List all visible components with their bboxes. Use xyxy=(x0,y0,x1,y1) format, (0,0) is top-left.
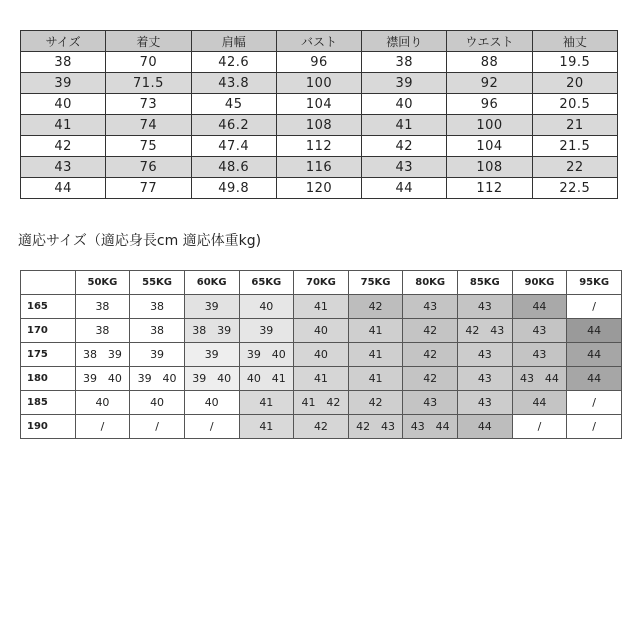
fit-size-cell xyxy=(512,343,567,367)
table-cell: 20 xyxy=(532,73,617,94)
fit-size-cell xyxy=(512,415,567,439)
table-cell: 92 xyxy=(447,73,532,94)
table-cell: 47.4 xyxy=(191,136,276,157)
table-cell: 19.5 xyxy=(532,52,617,73)
fit-size-cell xyxy=(239,391,294,415)
fit-size-cell xyxy=(184,295,239,319)
fit-size-cell xyxy=(184,391,239,415)
fit-table-row xyxy=(21,295,622,319)
fit-size-value: 42 xyxy=(423,324,438,337)
fit-size-cell xyxy=(75,367,130,391)
fit-size-cell xyxy=(512,295,567,319)
fit-size-value: 41 xyxy=(301,396,316,409)
table-cell: 46.2 xyxy=(191,115,276,136)
table-cell: 41 xyxy=(362,115,447,136)
fit-size-value: 40 xyxy=(246,372,261,385)
fit-size-cell xyxy=(348,391,403,415)
table-cell: 22.5 xyxy=(532,178,617,199)
fit-size-value: / xyxy=(209,420,214,433)
table-cell: 77 xyxy=(106,178,191,199)
fit-size-value: 40 xyxy=(95,396,110,409)
fit-size-value: / xyxy=(592,420,596,433)
fit-size-value: 42 xyxy=(326,396,341,409)
fit-size-value: 43 xyxy=(477,300,492,313)
fit-size-cell xyxy=(294,295,349,319)
fit-size-value: 43 xyxy=(477,372,492,385)
table-cell: 43 xyxy=(362,157,447,178)
fit-size-value: 43 xyxy=(380,420,395,433)
fit-size-value: 39 xyxy=(204,300,219,313)
fit-size-value: 41 xyxy=(313,300,328,313)
table-cell: 40 xyxy=(362,94,447,115)
fit-size-cell xyxy=(567,415,622,439)
fit-size-value: 42 xyxy=(368,396,383,409)
fit-size-cell xyxy=(458,319,513,343)
fit-size-cell xyxy=(403,415,458,439)
fit-size-value: 43 xyxy=(423,300,438,313)
table-cell: 71.5 xyxy=(106,73,191,94)
height-label: 180 xyxy=(21,367,76,391)
fit-size-cell xyxy=(239,319,294,343)
fit-size-cell xyxy=(239,415,294,439)
fit-size-value: 40 xyxy=(259,300,274,313)
fit-size-value: 39 xyxy=(246,348,261,361)
fit-size-value: 42 xyxy=(423,372,438,385)
fit-size-cell xyxy=(294,415,349,439)
table-cell: 76 xyxy=(106,157,191,178)
fit-size-value: 43 xyxy=(490,324,505,337)
table-cell: 38 xyxy=(362,52,447,73)
fit-table-row xyxy=(21,319,622,343)
fit-size-cell xyxy=(294,343,349,367)
fit-size-value: 43 xyxy=(477,396,492,409)
size-chart-body xyxy=(21,52,618,199)
height-label: 165 xyxy=(21,295,76,319)
table-cell: 39 xyxy=(21,73,106,94)
height-label: 190 xyxy=(21,415,76,439)
fit-size-cell xyxy=(403,343,458,367)
fit-size-cell xyxy=(130,295,185,319)
fit-size-value: 38 xyxy=(192,324,207,337)
fit-size-value: 40 xyxy=(313,324,328,337)
table-cell: 108 xyxy=(447,157,532,178)
fit-size-cell xyxy=(458,343,513,367)
fit-size-cell xyxy=(294,391,349,415)
fit-size-value: 43 xyxy=(532,324,547,337)
fit-size-value: 40 xyxy=(217,372,232,385)
fit-size-cell xyxy=(458,367,513,391)
fit-size-value: 39 xyxy=(137,372,152,385)
fit-size-value: 44 xyxy=(532,300,547,313)
fit-size-cell xyxy=(458,295,513,319)
weight-header: 60KG xyxy=(184,271,239,295)
header-collar: 襟回り xyxy=(362,31,447,52)
weight-header: 80KG xyxy=(403,271,458,295)
table-cell: 73 xyxy=(106,94,191,115)
fit-size-value: / xyxy=(592,396,596,409)
fit-size-value: 41 xyxy=(368,348,383,361)
fit-size-cell xyxy=(75,391,130,415)
fit-size-value: 39 xyxy=(83,372,98,385)
height-label: 185 xyxy=(21,391,76,415)
fit-size-value: 42 xyxy=(465,324,480,337)
table-cell: 43.8 xyxy=(191,73,276,94)
fit-table-row xyxy=(21,391,622,415)
fit-size-value: 38 xyxy=(83,348,98,361)
fit-size-cell xyxy=(403,295,458,319)
fit-size-value: / xyxy=(592,300,596,313)
table-cell: 116 xyxy=(276,157,361,178)
fit-size-cell xyxy=(130,343,185,367)
weight-header: 70KG xyxy=(294,271,349,295)
fit-size-cell xyxy=(75,415,130,439)
table-cell: 74 xyxy=(106,115,191,136)
fit-table-row xyxy=(21,415,622,439)
weight-header: 50KG xyxy=(75,271,130,295)
fit-size-cell xyxy=(75,343,130,367)
fit-size-value: 39 xyxy=(204,348,219,361)
fit-size-cell xyxy=(130,391,185,415)
weight-header: 55KG xyxy=(130,271,185,295)
table-cell: 42 xyxy=(21,136,106,157)
table-cell: 96 xyxy=(447,94,532,115)
fit-size-value: 38 xyxy=(150,324,165,337)
fit-size-value: 38 xyxy=(150,300,165,313)
fit-size-cell xyxy=(403,391,458,415)
weight-header: 95KG xyxy=(567,271,622,295)
table-cell: 104 xyxy=(276,94,361,115)
fit-size-cell xyxy=(348,295,403,319)
table-cell: 88 xyxy=(447,52,532,73)
table-cell: 104 xyxy=(447,136,532,157)
fit-size-cell xyxy=(403,319,458,343)
table-cell: 100 xyxy=(447,115,532,136)
header-length: 着丈 xyxy=(106,31,191,52)
table-row xyxy=(21,136,618,157)
table-cell: 44 xyxy=(362,178,447,199)
table-cell: 108 xyxy=(276,115,361,136)
table-row xyxy=(21,73,618,94)
fit-size-value: 44 xyxy=(544,372,559,385)
fit-size-cell xyxy=(75,295,130,319)
fit-size-cell xyxy=(348,343,403,367)
fit-size-cell xyxy=(130,367,185,391)
table-cell: 112 xyxy=(447,178,532,199)
fit-size-cell xyxy=(567,391,622,415)
fit-size-cell xyxy=(567,319,622,343)
table-cell: 21 xyxy=(532,115,617,136)
fit-size-value: 44 xyxy=(587,324,602,337)
fit-size-cell xyxy=(239,343,294,367)
table-cell: 40 xyxy=(21,94,106,115)
fit-size-value: 41 xyxy=(368,372,383,385)
fit-size-value: 42 xyxy=(356,420,371,433)
size-chart-table xyxy=(20,30,618,199)
table-cell: 70 xyxy=(106,52,191,73)
fit-size-cell xyxy=(512,391,567,415)
header-waist: ウエスト xyxy=(447,31,532,52)
table-row xyxy=(21,52,618,73)
table-cell: 38 xyxy=(21,52,106,73)
fit-size-heading: 適応サイズ（適応身長cm 適応体重kg) xyxy=(18,233,262,249)
fit-size-value: 44 xyxy=(587,372,602,385)
fit-size-cell xyxy=(239,367,294,391)
fit-size-value: 44 xyxy=(587,348,602,361)
header-shoulder: 肩幅 xyxy=(191,31,276,52)
weight-header: 75KG xyxy=(348,271,403,295)
fit-size-value: 39 xyxy=(259,324,274,337)
fit-size-cell xyxy=(567,295,622,319)
fit-size-value: 39 xyxy=(217,324,232,337)
fit-size-value: / xyxy=(537,420,542,433)
table-cell: 43 xyxy=(21,157,106,178)
table-cell: 42.6 xyxy=(191,52,276,73)
fit-size-cell xyxy=(239,295,294,319)
fit-size-value: 43 xyxy=(532,348,547,361)
fit-table-body xyxy=(21,295,622,439)
fit-size-cell xyxy=(348,367,403,391)
fit-size-cell xyxy=(458,391,513,415)
fit-size-value: 43 xyxy=(423,396,438,409)
table-row xyxy=(21,94,618,115)
fit-table-row xyxy=(21,367,622,391)
weight-header: 65KG xyxy=(239,271,294,295)
fit-size-cell xyxy=(567,367,622,391)
fit-size-value: 44 xyxy=(477,420,492,433)
fit-size-value: 44 xyxy=(435,420,450,433)
fit-size-value: 44 xyxy=(532,396,547,409)
table-row xyxy=(21,115,618,136)
fit-size-value: 39 xyxy=(192,372,207,385)
table-cell: 41 xyxy=(21,115,106,136)
table-cell: 42 xyxy=(362,136,447,157)
fit-size-cell xyxy=(512,367,567,391)
header-bust: バスト xyxy=(276,31,361,52)
fit-table-corner xyxy=(21,271,76,295)
fit-table-row xyxy=(21,343,622,367)
fit-size-value: 40 xyxy=(271,348,286,361)
table-cell: 45 xyxy=(191,94,276,115)
fit-size-cell xyxy=(184,319,239,343)
weight-header: 90KG xyxy=(512,271,567,295)
weight-header: 85KG xyxy=(458,271,513,295)
fit-size-value: 40 xyxy=(162,372,177,385)
table-row xyxy=(21,178,618,199)
fit-size-value: 38 xyxy=(95,324,110,337)
table-cell: 39 xyxy=(362,73,447,94)
fit-size-value: 43 xyxy=(520,372,535,385)
fit-size-cell xyxy=(184,367,239,391)
table-cell: 49.8 xyxy=(191,178,276,199)
height-label: 170 xyxy=(21,319,76,343)
fit-size-table xyxy=(20,270,622,439)
fit-size-value: 39 xyxy=(150,348,165,361)
fit-size-value: 40 xyxy=(107,372,122,385)
fit-size-cell xyxy=(458,415,513,439)
fit-size-value: / xyxy=(100,420,105,433)
table-cell: 20.5 xyxy=(532,94,617,115)
fit-size-cell xyxy=(512,319,567,343)
fit-size-value: 41 xyxy=(313,372,328,385)
table-cell: 75 xyxy=(106,136,191,157)
fit-size-value: 42 xyxy=(423,348,438,361)
table-row xyxy=(21,157,618,178)
table-cell: 120 xyxy=(276,178,361,199)
fit-size-cell xyxy=(130,415,185,439)
size-chart-header-row xyxy=(21,31,618,52)
fit-size-value: 41 xyxy=(259,420,274,433)
fit-size-value: 40 xyxy=(204,396,219,409)
fit-table-header-row xyxy=(21,271,622,295)
fit-size-cell xyxy=(403,367,458,391)
fit-size-value: 39 xyxy=(107,348,122,361)
table-cell: 21.5 xyxy=(532,136,617,157)
fit-size-cell xyxy=(294,367,349,391)
fit-size-value: 41 xyxy=(368,324,383,337)
height-label: 175 xyxy=(21,343,76,367)
fit-size-cell xyxy=(294,319,349,343)
fit-size-cell xyxy=(567,343,622,367)
fit-size-cell xyxy=(348,415,403,439)
fit-size-cell xyxy=(130,319,185,343)
fit-size-value: 38 xyxy=(95,300,110,313)
header-size: サイズ xyxy=(21,31,106,52)
fit-size-cell xyxy=(184,343,239,367)
fit-size-value: / xyxy=(155,420,159,433)
table-cell: 44 xyxy=(21,178,106,199)
table-cell: 112 xyxy=(276,136,361,157)
fit-size-value: 42 xyxy=(313,420,328,433)
fit-size-value: 41 xyxy=(271,372,286,385)
table-cell: 22 xyxy=(532,157,617,178)
fit-size-cell xyxy=(348,319,403,343)
table-cell: 100 xyxy=(276,73,361,94)
fit-size-cell xyxy=(75,319,130,343)
fit-size-value: 40 xyxy=(313,348,328,361)
fit-size-value: 40 xyxy=(150,396,165,409)
fit-size-value: 43 xyxy=(410,420,425,433)
fit-size-value: 42 xyxy=(368,300,383,313)
header-sleeve: 袖丈 xyxy=(532,31,617,52)
fit-size-cell xyxy=(184,415,239,439)
fit-size-value: 41 xyxy=(259,396,274,409)
fit-size-value: 43 xyxy=(477,348,492,361)
table-cell: 48.6 xyxy=(191,157,276,178)
table-cell: 96 xyxy=(276,52,361,73)
